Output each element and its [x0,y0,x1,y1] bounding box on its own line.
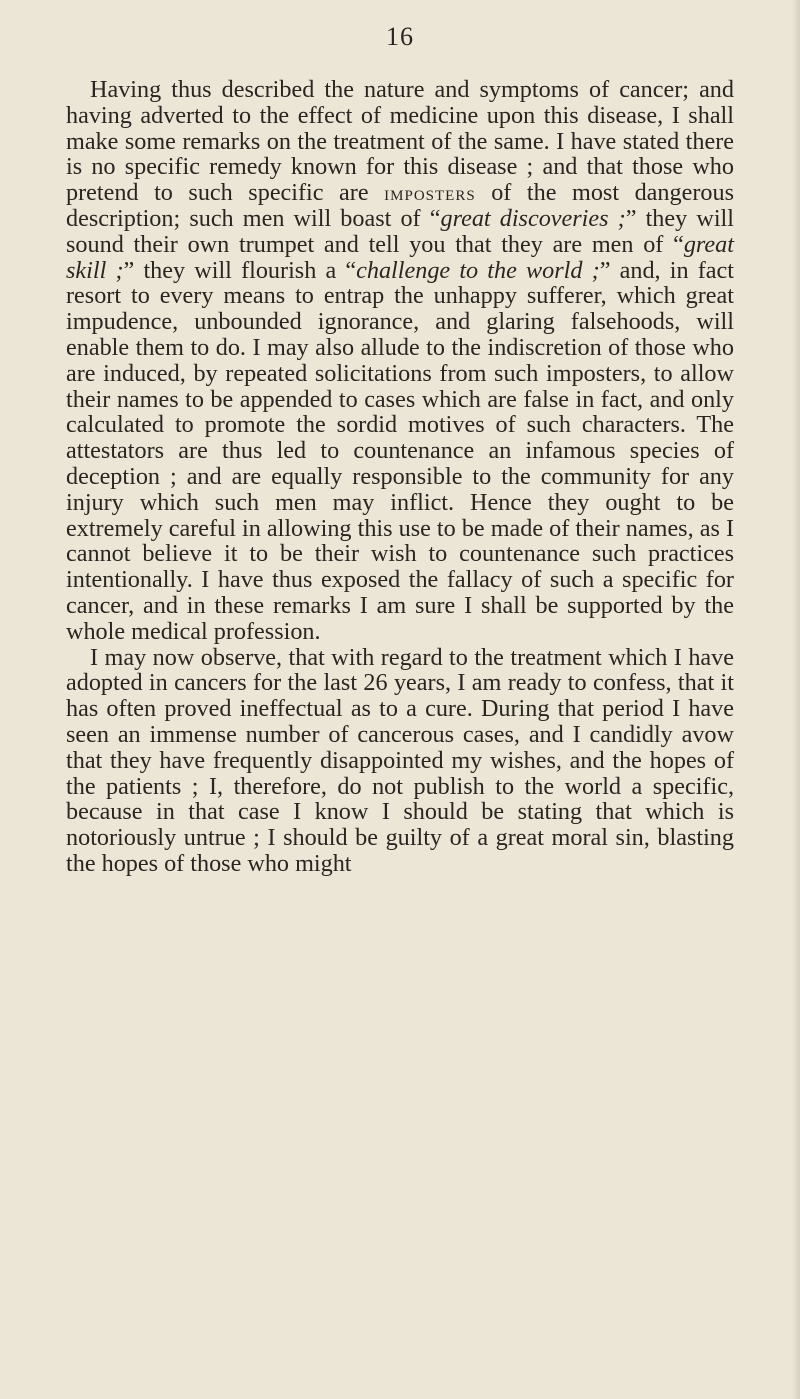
paragraph-1-part-1: Having thus described the nature and symptoms of cancer; and having adverted to the effect of medicine upon this disease, I shall make some remarks on the treatment of the same. I have stated there is no specific remedy known for this disease ; and that those who pretend to such specific are [66,76,734,207]
paragraph-1-part-3: ” they will sound their own trumpet and tell you that they are men of “ [66,204,734,258]
paragraph-2: I may now observe, that with regard to the treatment which I have adopted in cancers for the last 26 years, I am ready to confess, that it has often proved ineffectual as to a cure. During that period I have seen an immense number of cancerous cases, and I candidly avow that they have frequently disappointed my wishes, and the hopes of the patients ; I, therefore, do not publish to the world a specific, because in that case I know I should be stating that which is notoriously untrue ; I should be guilty of a great moral sin, blasting the hopes of those who might [66,643,734,877]
quote-challenge-to-the-world: challenge to the world ; [356,256,600,284]
paragraph-1 [66,77,734,645]
imposters-small-caps: imposters [384,180,476,206]
paragraph-1-part-4: ” they will flourish a “ [123,256,357,284]
body-text [66,77,734,877]
page-number: 16 [386,22,414,51]
quote-great-discoveries: great discoveries ; [440,204,626,232]
page-edge-shadow [792,0,800,1399]
quote-great-skill: great skill ; [66,230,734,284]
paragraph-1-part-5: ” and, in fact resort to every means to entrap the unhappy sufferer, which great impudence, unbounded ignorance, and glaring falsehoods, will enable them to do. I may also allude to the indiscretion of those who are induced, by repeated solicitations from such imposters, to allow their names to be appended to cases which are false in fact, and only calculated to promote the sordid motives of such characters. The attestators are thus led to countenance an infamous species of deception ; and are equally responsible to the community for any injury which such men may inflict. Hence they ought to be extremely careful in allowing this use to be made of their names, as I cannot believe it to be their wish to countenance such practices intentionally. I have thus exposed the fallacy of such a specific for cancer, and in these remarks I am sure I shall be supported by the whole medical profession. [66,256,734,645]
paragraph-1-part-2: of the most dangerous description; such men will boast of “ [66,179,734,232]
